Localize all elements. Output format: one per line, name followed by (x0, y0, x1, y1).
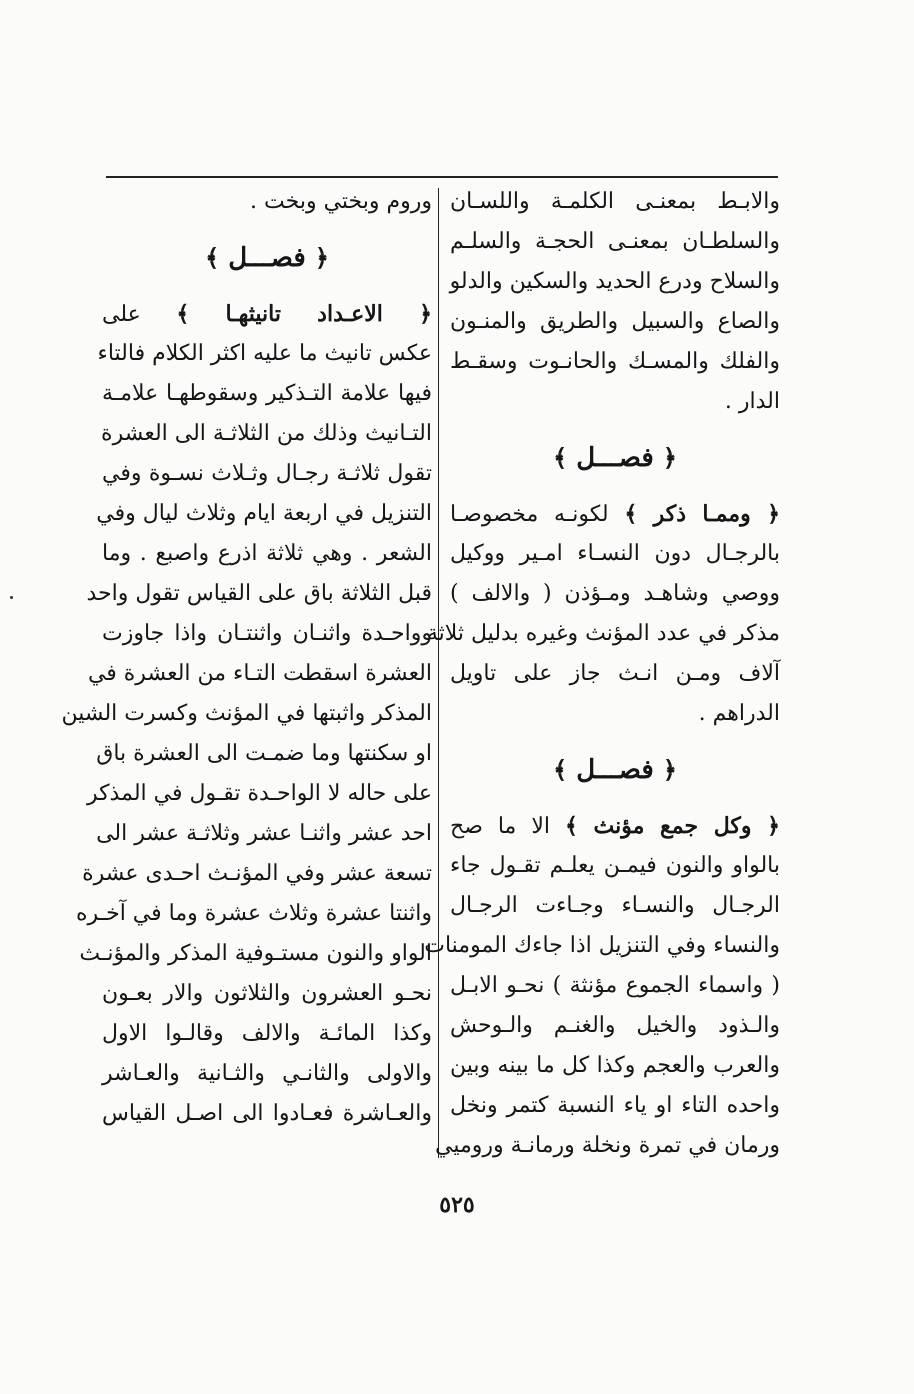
text-run: على (102, 302, 141, 327)
text-line: والاولى والثانـي والثـانية والعـاشر (102, 1061, 432, 1086)
text-line (102, 294, 432, 334)
text-line: تقول ثلاثـة رجـال وثـلاث نسـوة وفي (102, 461, 432, 486)
section-heading (102, 222, 432, 294)
text-line: والصاع والسبيل والطريق والمنـون (450, 309, 780, 334)
text-line: الواو والنون مستـوفية المذكر والمؤنـث (79, 941, 432, 966)
text-line: واثنتا عشرة وثلاث عشرة وما في آخـره (75, 901, 432, 926)
text-line: ورمان في تمرة ونخلة ورمانـة وروميي (435, 1133, 780, 1158)
text-line: والسلطـان بمعنـى الحجـة والسلـم (450, 229, 780, 254)
text-line: المذكر واثبتها في المؤنث وكسرت الشين (61, 701, 432, 726)
text-line: والابـط بمعنـى الكلمـة واللسـان (450, 189, 780, 214)
text-line: تسعة عشر وفي المؤنـث احـدى عشرة (82, 861, 432, 886)
text-line: مذكر في عدد المؤنث وغيره بدليل ثلاثة (426, 621, 780, 646)
heading-text: فصـــل (576, 755, 654, 785)
text-line: نحـو العشرون والثلاثون والار بعـون (102, 981, 432, 1006)
text-line: احد عشر واثنـا عشر وثلاثـة عشر الى (96, 821, 432, 846)
text-line: او سكنتها وما ضمـت الى العشرة باق (96, 741, 432, 766)
text-line: والعرب والعجم وكذا كل ما بينه وبين (450, 1053, 780, 1078)
text-line: الرجـال والنسـاء وجـاءت الرجـال (450, 893, 780, 918)
heading-text: فصـــل (576, 443, 654, 473)
text-line: الدار . (724, 389, 780, 414)
text-line: آلاف ومـن انـث جاز على تاويل (450, 661, 780, 686)
text-line: التـانيث وذلك من الثلاثـة الى العشرة (101, 421, 432, 446)
page-number: ٥٢٥ (439, 1192, 475, 1218)
text-line: والفلك والمسـك والحانـوت وسقـط (450, 349, 780, 374)
text-line: بالواو والنون فيمـن يعلـم تقـول جاء (450, 853, 780, 878)
section-heading (450, 734, 780, 806)
text-line: وروم وبختي وبخت . (250, 189, 432, 214)
lead-phrase: ﴿ وكل جمع مؤنث ﴾ (564, 813, 781, 839)
text-line: والعـاشرة فعـادوا الى اصـل القياس (102, 1101, 432, 1126)
text-line: قبل الثلاثة باق على القياس تقول واحد (86, 581, 432, 606)
left-column (61, 182, 432, 1134)
column-divider (438, 188, 439, 1158)
text-line: الشعر . وهي ثلاثة اذرع واصبع . وما (102, 541, 432, 566)
text-line: ( واسماء الجموع مؤنثة ) نحـو الابـل (450, 973, 780, 998)
text-line: وكذا المائـة والالف وقالـوا الاول (102, 1021, 432, 1046)
heading-text: فصـــل (228, 243, 306, 273)
text-line: عكس تانيث ما عليه اكثر الكلام فالتاء (97, 341, 432, 366)
text-line: العشرة اسقطت التـاء من العشرة في (87, 661, 432, 686)
text-line: التنزيل في اربعة ايام وثلاث ليال وفي (96, 501, 432, 526)
lead-phrase: ﴿ الاعـداد تانيثهـا ﴾ (176, 301, 432, 327)
ornament-open: ﴿ (314, 243, 329, 272)
top-rule (106, 176, 778, 178)
text-line (450, 494, 780, 534)
text-run: الا ما صح (450, 814, 550, 839)
text-line: ووصي وشاهـد ومـؤذن ( والالف ) (450, 581, 780, 606)
ornament-open: ﴿ (662, 755, 677, 784)
ornament-close: ﴾ (553, 443, 568, 472)
section-heading (450, 422, 780, 494)
ornament-close: ﴾ (205, 243, 220, 272)
text-line: والـذود والخيل والغنـم والـوحش (450, 1013, 780, 1038)
text-line (450, 806, 780, 846)
lead-phrase: ﴿ وممـا ذكر ﴾ (624, 501, 780, 527)
text-line: فيها علامة التـذكير وسقوطهـا علامـة (102, 381, 432, 406)
text-line: على حاله لا الواحـدة تقـول في المذكر (86, 781, 432, 806)
text-line: واحده التاء او ياء النسبة كتمر ونخل (450, 1093, 780, 1118)
text-line: والنساء وفي التنزيل اذا جاءك المومنات (424, 933, 780, 958)
text-run: لكونـه مخصوصـا (450, 502, 609, 527)
right-column (424, 182, 781, 1166)
text-line: والسلاح ودرع الحديد والسكين والدلو (449, 269, 780, 294)
text-line: بالرجـال دون النسـاء امـير ووكيل (450, 541, 780, 566)
ornament-open: ﴿ (662, 443, 677, 472)
text-line: وواحـدة واثنـان واثنتـان واذا جاوزت (102, 621, 432, 646)
ornament-close: ﴾ (553, 755, 568, 784)
text-line: الدراهم . (698, 701, 780, 726)
margin-speck (10, 596, 13, 599)
